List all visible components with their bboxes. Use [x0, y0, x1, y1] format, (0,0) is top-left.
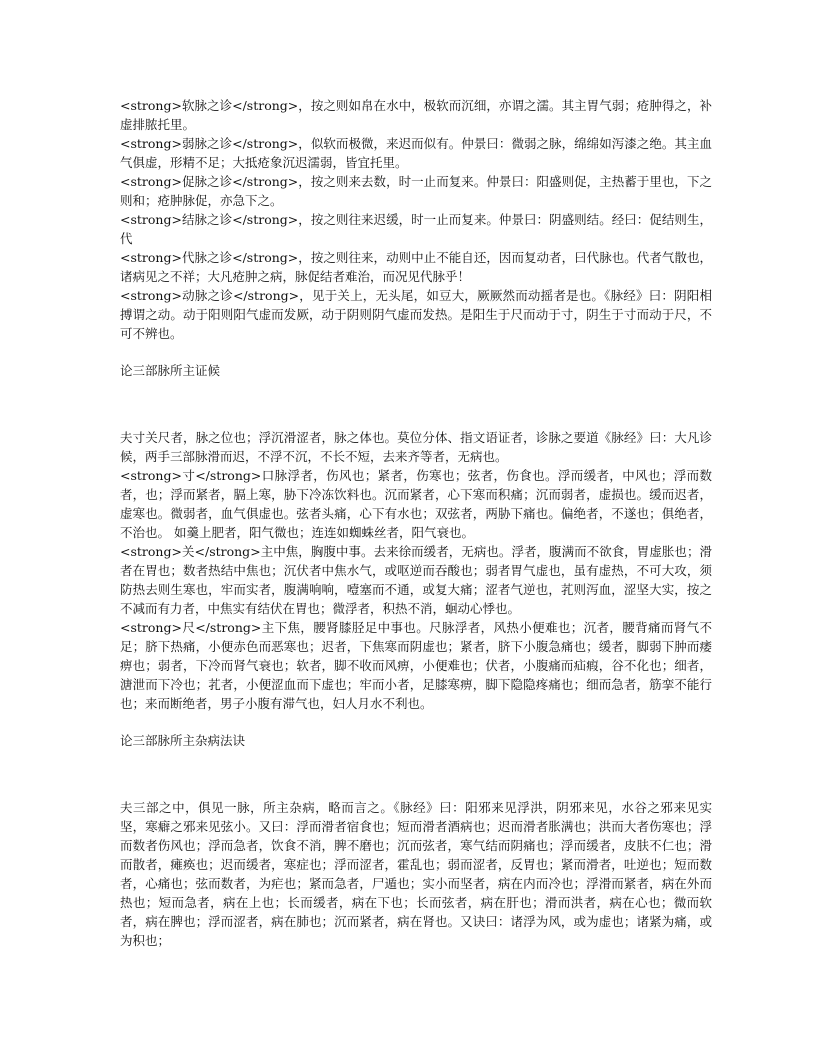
section-heading-three-positions-diseases: 论三部脉所主杂病法诀: [120, 733, 246, 748]
section-three-positions-diseases: [120, 798, 712, 950]
paragraph-intermittent-pulse: <strong>代脉之诊</strong>，按之则往来，动则中止不能自还，因而复动者，曰代脉也。代者气散也，诸病见之不祥；大凡疮肿之病，脉促结者难治，而况见代脉乎！: [120, 250, 712, 284]
paragraph-moving-pulse: <strong>动脉之诊</strong>，见于关上，无头尾，如豆大，厥厥然而动摇者是也。《脉经》曰：阴阳相搏谓之动。动于阳则阳气虚而发厥，动于阴则阴气虚而发热。是阳生于尺而动于寸，阴生于寸而动于尺，不可不辨也。: [120, 288, 712, 341]
paragraph-cun-position: <strong>寸</strong>口脉浮者，伤风也；紧者，伤寒也；弦者，伤食也。浮而缓者，中风也；浮而数者，也；浮而紧者，膈上寒，胁下冷冻饮料也。沉而紧者，心下寒而积痛；沉而弱者，虚损也。缓而迟者，虚寒也。微弱者，血气俱虚也。弦者头痛，心下有水也；双弦者，两胁下痛也。偏绝者，不遂也；俱绝者，不治也。 如羹上肥者，阳气微也；连连如蜘蛛丝者，阳气衰也。: [120, 468, 712, 540]
paragraph-weak-pulse: <strong>弱脉之诊</strong>，似软而极微，来迟而似有。仲景曰：微弱之脉，绵绵如泻漆之绝。其主血气俱虚，形精不足；大抵疮象沉迟濡弱，皆宜托里。: [120, 136, 712, 170]
section-three-positions-symptoms: [120, 428, 712, 713]
paragraph-intro: 夫寸关尺者，脉之位也；浮沉滑涩者，脉之体也。莫位分体、指文语证者，诊脉之要道《脉经》曰：大凡诊候，两手三部脉滑而迟，不浮不沉，不长不短，去来齐等者，无病也。: [120, 430, 712, 464]
section-pulse-diagnosis: [120, 96, 712, 343]
paragraph-hurried-pulse: <strong>促脉之诊</strong>，按之则来去数，时一止而复来。仲景曰：阳盛则促，主热蓄于里也，下之则和；疮肿脉促，亦急下之。: [120, 174, 712, 208]
paragraph-miscellaneous-diseases: 夫三部之中，俱见一脉，所主杂病，略而言之。《脉经》曰：阳邪来见浮洪，阴邪来见，水谷之邪来见实坚，寒癖之邪来见弦小。又曰：浮而滑者宿食也；短而滑者酒病也；迟而滑者胀满也；洪而大者伤寒也；浮而数者伤风也；浮而急者，饮食不消，脾不磨也；沉而弦者，寒气结而阴痛也；浮而缓者，皮肤不仁也；滑而散者，瘫痪也；迟而缓者，寒症也；浮而涩者，霍乱也；弱而涩者，反胃也；紧而滑者，吐逆也；短而数者，心痛也；弦而数者，为疟也；紧而急者，尸遁也；实小而坚者，病在内而冷也；浮滑而紧者，病在外而热也；短而急者，病在上也；长而缓者，病在下也；长而弦者，病在肝也；滑而洪者，病在心也；微而软者，病在脾也；浮而涩者，病在肺也；沉而紧者，病在肾也。又诀曰：诸浮为风，或为虚也；诸紧为痛，或为积也；: [120, 800, 712, 948]
section-heading-three-positions-symptoms: 论三部脉所主证候: [120, 363, 221, 378]
paragraph-soft-pulse: <strong>软脉之诊</strong>，按之则如帛在水中，极软而沉细，亦谓之濡。其主胃气弱；疮肿得之，补虚排脓托里。: [120, 98, 712, 132]
paragraph-knotted-pulse: <strong>结脉之诊</strong>，按之则往来迟缓，时一止而复来。仲景曰：阴盛则结。经曰：促结则生，代: [120, 212, 712, 246]
paragraph-guan-position: <strong>关</strong>主中焦，胸腹中事。去来徐而缓者，无病也。浮者，腹满而不欲食，胃虚胀也；滑者在胃也；数者热结中焦也；沉伏者中焦水气，或呕逆而吞酸也；弱者胃气虚也，虽有虚热，不可大攻，须防热去则生寒也，牢而实者，腹满响响，噎塞而不通，或复大痛；涩者气逆也，芤则泻血，涩坚大实，按之不减而有力者，中焦实有结伏在胃也；微浮者，积热不消，蛔动心悸也。: [120, 544, 712, 616]
paragraph-chi-position: <strong>尺</strong>主下焦，腰肾膝胫足中事也。尺脉浮者，风热小便难也；沉者，腰背痛而肾气不足；脐下热痛，小便赤色而恶寒也；迟者，下焦寒而阴虚也；紧者，脐下小腹急痛也；缓者，脚弱下肿而痿痹也；弱者，下冷而肾气衰也；软者，脚不收而风痹，小便难也；伏者，小腹痛而疝瘕，谷不化也；细者，溏泄而下冷也；芤者，小便涩血而下虚也；牢而小者，足膝寒痹，脚下隐隐疼痛也；细而急者，筋挛不能行也；来而断绝者，男子小腹有滞气也，妇人月水不利也。: [120, 620, 712, 711]
